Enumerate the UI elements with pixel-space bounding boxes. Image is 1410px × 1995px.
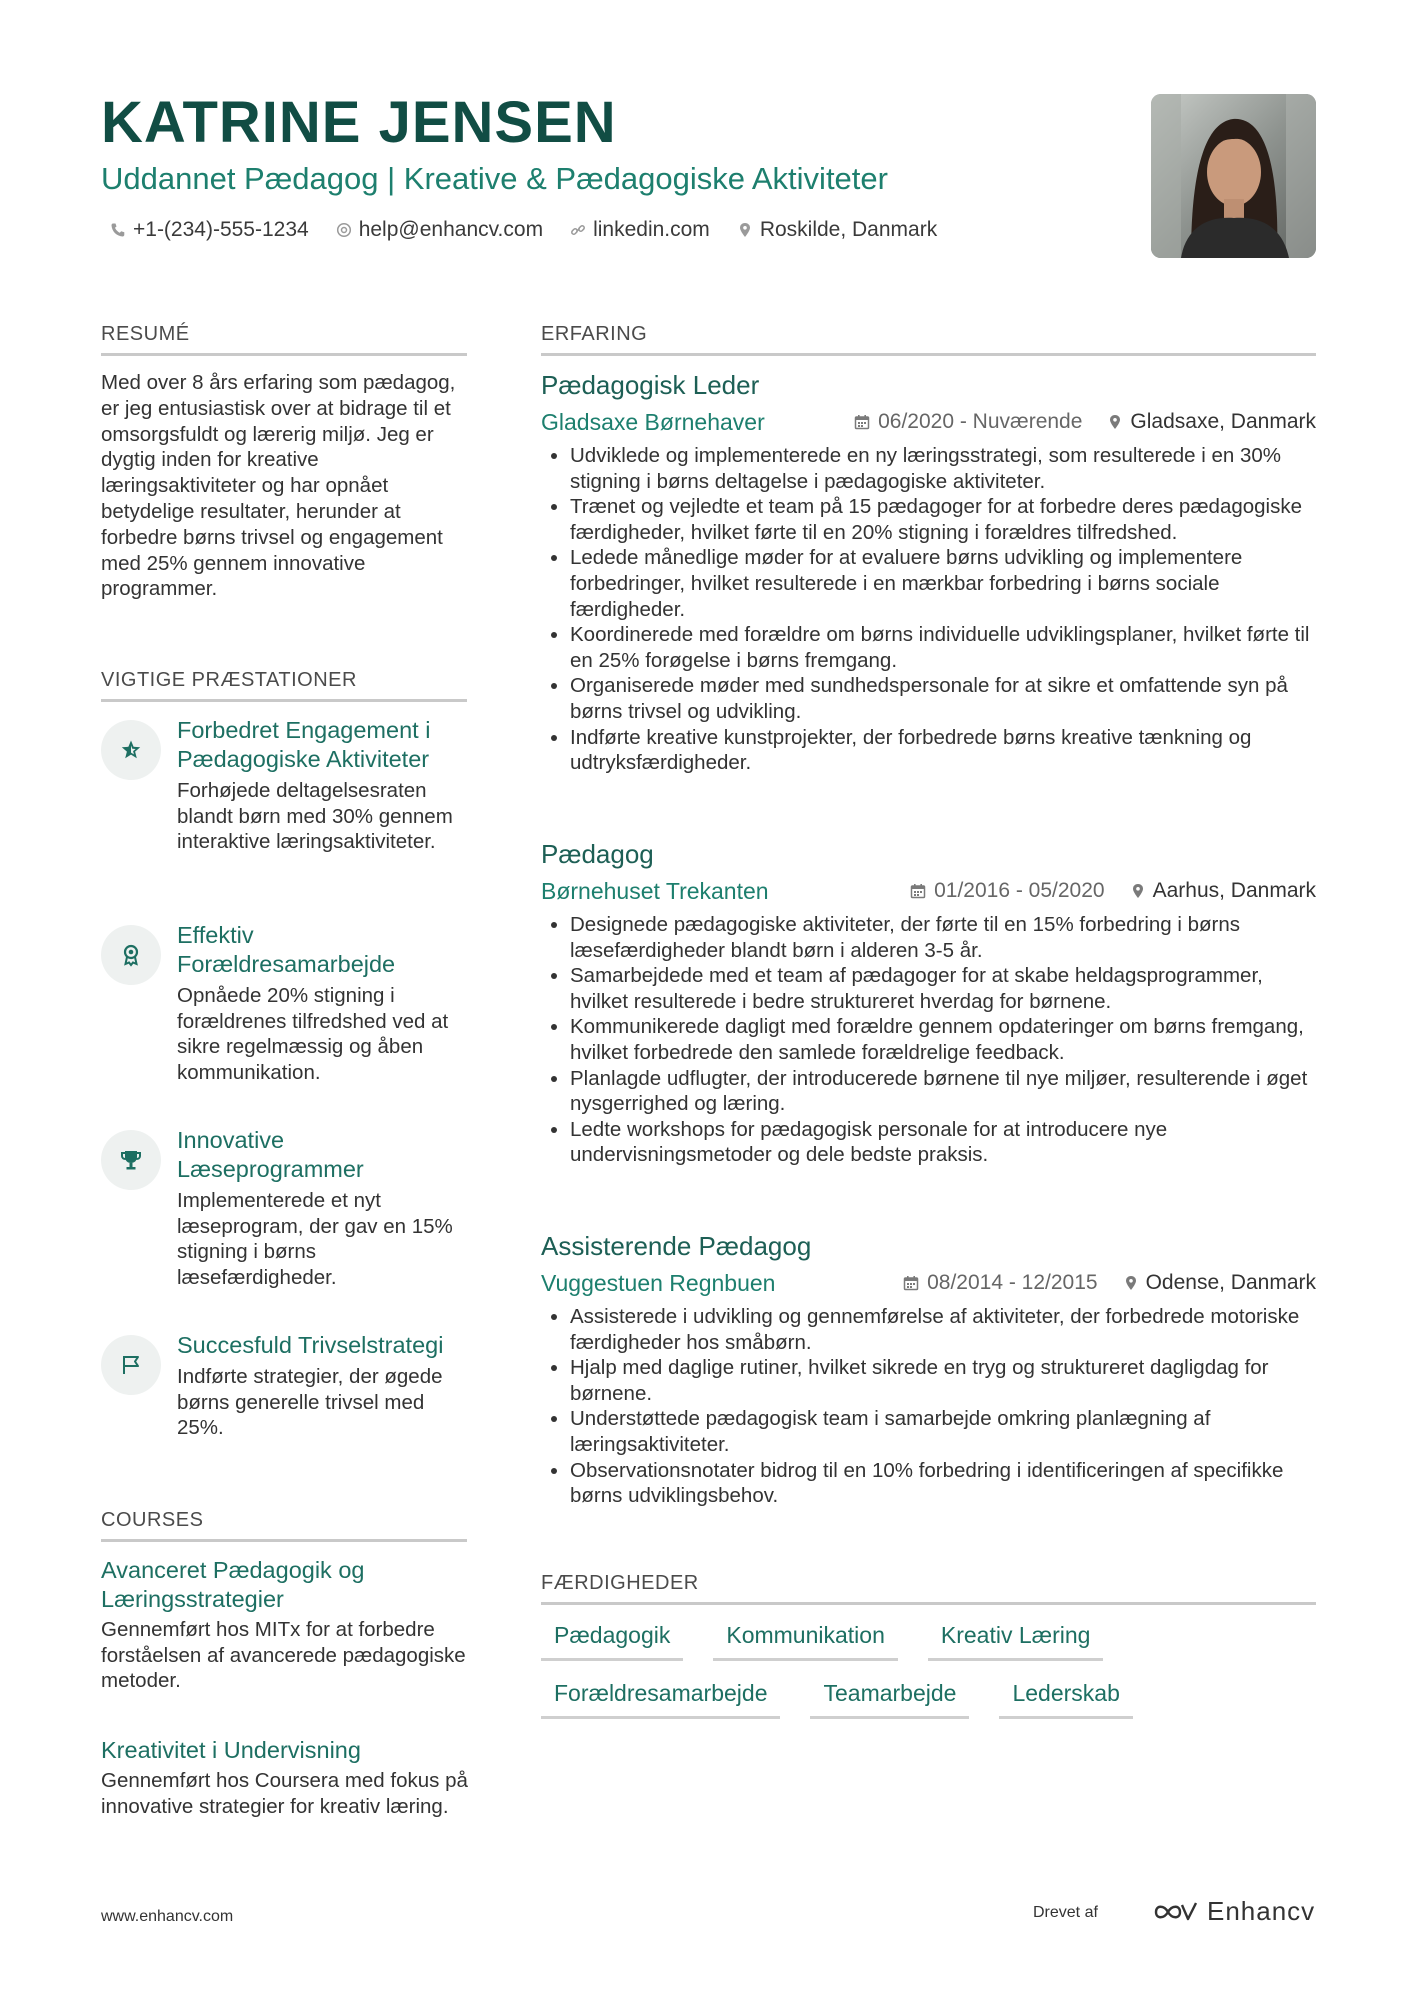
job-dates-text: 08/2014 - 12/2015 (927, 1271, 1098, 1294)
skill-tag: Kommunikation (713, 1620, 898, 1661)
job-bullet: • Observationsnotater bidrog til en 10% forbedring i identificeringen af specifikke børns udviklingsbehov. (570, 1458, 1316, 1509)
calendar-icon (910, 883, 926, 899)
job-bullet: • Designede pædagogiske aktiviteter, der førte til en 15% forbedring i børns læsefærdigheder blandt børn i alderen 3-5 år. (570, 912, 1316, 963)
achievement-desc: Indførte strategier, der øgede børns generelle trivsel med 25%. (177, 1365, 443, 1439)
job-location (1108, 407, 1316, 437)
course-desc: Gennemført hos Coursera med fokus på innovative strategier for kreativ læring. (101, 1769, 468, 1818)
skill-tag: Forældresamarbejde (541, 1678, 780, 1719)
job-role: Pædagog (541, 839, 654, 869)
location-pin-icon (736, 221, 754, 239)
achievement-desc: Forhøjede deltagelsesraten blandt børn med 30% gennem interaktive læringsaktiviteter. (177, 779, 453, 853)
job-bullets (541, 443, 1316, 776)
achievement-item (101, 1126, 471, 1296)
achievement-item (101, 716, 471, 886)
section-title-summary: RESUMÉ (101, 322, 467, 356)
footer-powered-by: Drevet af (1033, 1904, 1098, 1921)
contact-bar (109, 218, 963, 242)
job-dates-text: 01/2016 - 05/2020 (934, 879, 1105, 902)
job-bullets (541, 1304, 1316, 1509)
contact-linkedin[interactable] (569, 218, 710, 242)
experience-entry (541, 369, 1316, 776)
achievement-desc: Opnåede 20% stigning i forældrenes tilfredshed ved at sikre regelmæssig og åben kommunikation. (177, 984, 449, 1084)
section-title-experience: ERFARING (541, 322, 1316, 356)
at-icon (335, 221, 353, 239)
job-company: Børnehuset Trekanten (541, 878, 769, 904)
section-title-achievements: VIGTIGE PRÆSTATIONER (101, 668, 467, 702)
job-bullet: • Indførte kreative kunstprojekter, der forbedrede børns kreative tænkning og udtryksfærdigheder. (570, 725, 1316, 776)
skill-tag: Pædagogik (541, 1620, 683, 1661)
achievement-title: Effektiv Forældresamarbejde (177, 922, 396, 977)
job-bullet: • Hjalp med daglige rutiner, hvilket sikrede en tryg og struktureret dagligdag for børnene. (570, 1355, 1316, 1406)
candidate-name: KATRINE JENSEN (101, 90, 617, 155)
award-ribbon-icon (101, 925, 161, 985)
achievement-item (101, 921, 471, 1091)
job-dates (903, 1268, 1097, 1298)
contact-email-text: help@enhancv.com (358, 218, 544, 241)
job-bullet: • Udviklede og implementerede en ny læringsstrategi, som resulterede i en 30% stigning i børns deltagelse i pædagogiske aktiviteter. (570, 443, 1316, 494)
location-pin-icon (1131, 883, 1145, 899)
achievement-item (101, 1331, 471, 1451)
enhancv-logo-text: Enhancv (1207, 1896, 1316, 1926)
achievement-title: Succesfuld Trivselstrategi (177, 1332, 444, 1358)
job-dates-text: 06/2020 - Nuværende (878, 410, 1083, 433)
course-item (101, 1736, 471, 1819)
enhancv-logo[interactable] (1153, 1896, 1315, 1927)
achievement-desc: Implementerede et nyt læseprogram, der gav en 15% stigning i børns læsefærdigheder. (177, 1189, 453, 1289)
job-location-text: Aarhus, Danmark (1152, 879, 1316, 902)
job-dates (854, 407, 1082, 437)
contact-phone[interactable] (109, 218, 309, 242)
candidate-title: Uddannet Pædagog | Kreative & Pædagogiske Aktiviteter (101, 161, 888, 196)
job-bullet: • Planlagde udflugter, der introducerede børnene til nye miljøer, resulterende i øget nysgerrighed og læring. (570, 1066, 1316, 1117)
course-title: Avanceret Pædagogik og Læringsstrategier (101, 1557, 365, 1612)
skill-tag: Teamarbejde (810, 1678, 969, 1719)
job-bullet: • Kommunikerede dagligt med forældre gennem opdateringer om børns fremgang, hvilket forbedrede den samlede forældrelige feedback. (570, 1014, 1316, 1065)
location-pin-icon (1124, 1275, 1138, 1291)
link-icon (569, 221, 587, 239)
job-location (1124, 1268, 1316, 1298)
job-bullet: • Ledte workshops for pædagogisk personale for at introducere nye undervisningsmetoder og dele bedste praksis. (570, 1117, 1316, 1168)
achievement-title: Innovative Læseprogrammer (177, 1127, 364, 1182)
star-icon (101, 720, 161, 780)
contact-linkedin-text: linkedin.com (593, 218, 710, 241)
job-bullet: • Ledede månedlige møder for at evaluere børns udvikling og implementere forbedringer, hvilket resulterede i en mærkbar forbedring i børns sociale færdigheder. (570, 545, 1316, 622)
location-pin-icon (1108, 414, 1122, 430)
skill-tag: Kreativ Læring (928, 1620, 1104, 1661)
enhancv-logo-icon (1153, 1899, 1199, 1925)
job-bullet: • Trænet og vejledte et team på 15 pædagoger for at forbedre deres pædagogiske færdigheder, hvilket førte til en 20% stigning i forældres tilfredshed. (570, 494, 1316, 545)
footer-website[interactable]: www.enhancv.com (101, 1908, 234, 1925)
contact-email[interactable] (335, 218, 543, 242)
trophy-icon (101, 1130, 161, 1190)
job-role: Pædagogisk Leder (541, 370, 760, 400)
phone-icon (109, 221, 127, 239)
section-title-skills: FÆRDIGHEDER (541, 1571, 1316, 1605)
job-company: Vuggestuen Regnbuen (541, 1270, 776, 1296)
job-bullets (541, 912, 1316, 1168)
job-location-text: Odense, Danmark (1145, 1271, 1316, 1294)
profile-photo (1151, 94, 1316, 258)
contact-phone-text: +1-(234)-555-1234 (133, 218, 309, 241)
summary-text: Med over 8 års erfaring som pædagog, er jeg entusiastisk over at bidrage til et omsorgsfuldt og lærerig miljø. Jeg er dygtig inden for kreative læringsaktiviteter og har opnået betydelige resultater, herunder at forbedre børns trivsel og engagement med 25% gennem innovative programmer. (101, 371, 456, 601)
course-desc: Gennemført hos MITx for at forbedre forståelsen af avancerede pædagogiske metoder. (101, 1618, 466, 1692)
contact-location (736, 218, 937, 242)
experience-entry (541, 1230, 1316, 1509)
job-company: Gladsaxe Børnehaver (541, 409, 765, 435)
course-item (101, 1556, 471, 1694)
course-title: Kreativitet i Undervisning (101, 1737, 361, 1763)
job-location (1131, 876, 1316, 906)
calendar-icon (903, 1275, 919, 1291)
job-role: Assisterende Pædagog (541, 1231, 812, 1261)
job-bullet: • Organiserede møder med sundhedspersonale for at sikre et omfattende syn på børns trivsel og udvikling. (570, 673, 1316, 724)
calendar-icon (854, 414, 870, 430)
job-location-text: Gladsaxe, Danmark (1130, 410, 1316, 433)
job-bullet: • Understøttede pædagogisk team i samarbejde omkring planlægning af læringsaktiviteter. (570, 1406, 1316, 1457)
section-title-courses: COURSES (101, 1508, 467, 1542)
experience-entry (541, 838, 1316, 1168)
job-bullet: • Assisterede i udvikling og gennemførelse af aktiviteter, der forbedrede motoriske færdigheder hos småbørn. (570, 1304, 1316, 1355)
job-bullet: • Koordinerede med forældre om børns individuelle udviklingsplaner, hvilket førte til en 25% forøgelse i børns fremgang. (570, 622, 1316, 673)
skill-tag: Lederskab (999, 1678, 1132, 1719)
achievement-title: Forbedret Engagement i Pædagogiske Aktiviteter (177, 717, 431, 772)
flag-icon (101, 1335, 161, 1395)
skills-list (541, 1620, 1321, 1736)
job-dates (910, 876, 1104, 906)
contact-location-text: Roskilde, Danmark (759, 218, 938, 241)
job-bullet: • Samarbejdede med et team af pædagoger for at skabe heldagsprogrammer, hvilket resulterede i bedre struktureret hverdag for børnene. (570, 963, 1316, 1014)
